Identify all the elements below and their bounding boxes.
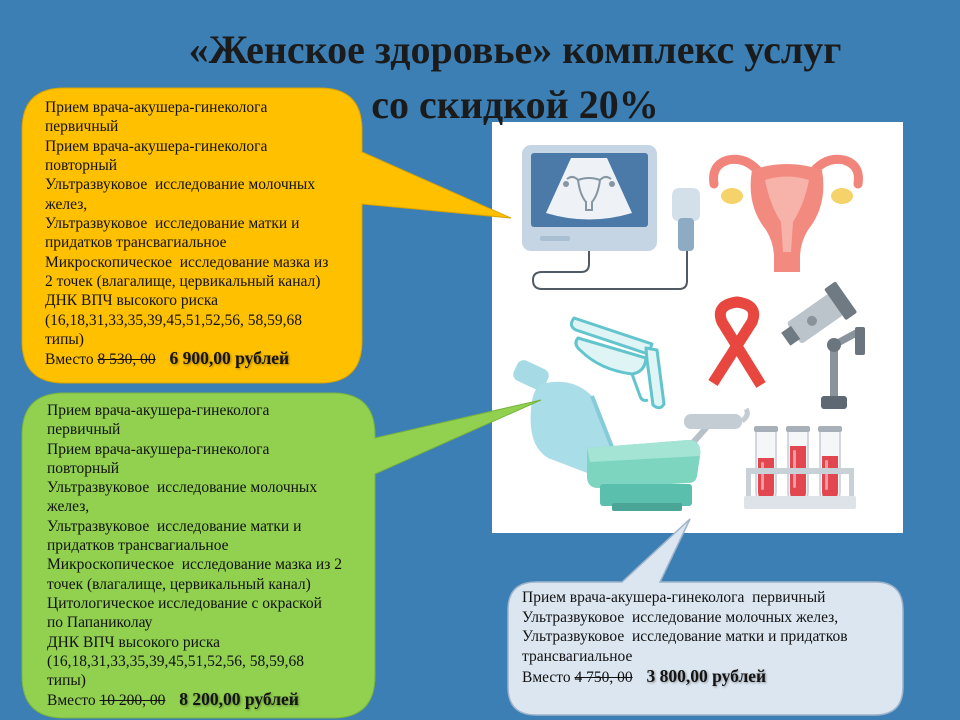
service-item: Ультразвуковое исследование молочных желез,	[522, 608, 839, 626]
service-item: Микроскопическое исследование мазка из 2 точек (влагалище, цервикальный канал)	[45, 253, 329, 291]
blue-offer-text	[522, 588, 894, 688]
service-item: Микроскопическое исследование мазка из 2 точек (влагалище, цервикальный канал)	[47, 556, 342, 593]
orange-offer-text	[45, 98, 357, 370]
old-price: 10 200, 00	[99, 692, 166, 710]
service-item: Прием врача-акушера-гинеколога повторный	[47, 440, 270, 477]
old-price: 4 750, 00	[574, 668, 633, 686]
price-label: Вместо	[45, 351, 94, 369]
price-label: Вместо	[522, 668, 571, 686]
service-item: Ультразвуковое исследование матки и придатков трансвагиальное	[522, 628, 848, 666]
title-line-1: «Женское здоровье» комплекс услуг	[188, 27, 842, 72]
service-list	[47, 401, 369, 690]
service-item: Прием врача-акушера-гинеколога первичный	[522, 589, 826, 606]
service-item: Прием врача-акушера-гинеколога первичный	[45, 99, 268, 136]
service-item: Прием врача-акушера-гинеколога повторный	[45, 137, 268, 175]
old-price: 8 530, 00	[97, 351, 156, 369]
test-tubes-icon	[744, 426, 856, 509]
service-item: Цитологическое исследование с окраской по Папаниколау	[47, 594, 322, 632]
service-list	[45, 98, 357, 349]
new-price: 8 200,00 рублей	[179, 689, 299, 710]
service-item: Ультразвуковое исследование матки и придатков трансвагиальное	[47, 517, 302, 555]
price-label: Вместо	[47, 692, 96, 710]
service-list	[522, 588, 894, 667]
green-offer-text	[47, 401, 369, 711]
new-price: 6 900,00 рублей	[169, 348, 290, 369]
title-line-2: со скидкой 20%	[371, 82, 659, 127]
price-line	[522, 667, 894, 688]
price-line	[47, 690, 369, 710]
service-item: Ультразвуковое исследование молочных желез,	[45, 176, 316, 213]
service-item: Прием врача-акушера-гинеколога первичный	[47, 402, 270, 439]
service-item: ДНК ВПЧ высокого риска (16,18,31,33,35,39,45,51,52,56, 58,59,68 типы)	[45, 292, 303, 349]
service-item: ДНК ВПЧ высокого риска (16,18,31,33,35,39,45,51,52,56, 58,59,68 типы)	[47, 633, 305, 690]
service-item: Ультразвуковое исследование молочных желез,	[47, 479, 318, 516]
price-line	[45, 349, 357, 369]
service-item: Ультразвуковое исследование матки и придатков трансвагиальное	[45, 215, 300, 252]
new-price: 3 800,00 рублей	[646, 665, 767, 686]
